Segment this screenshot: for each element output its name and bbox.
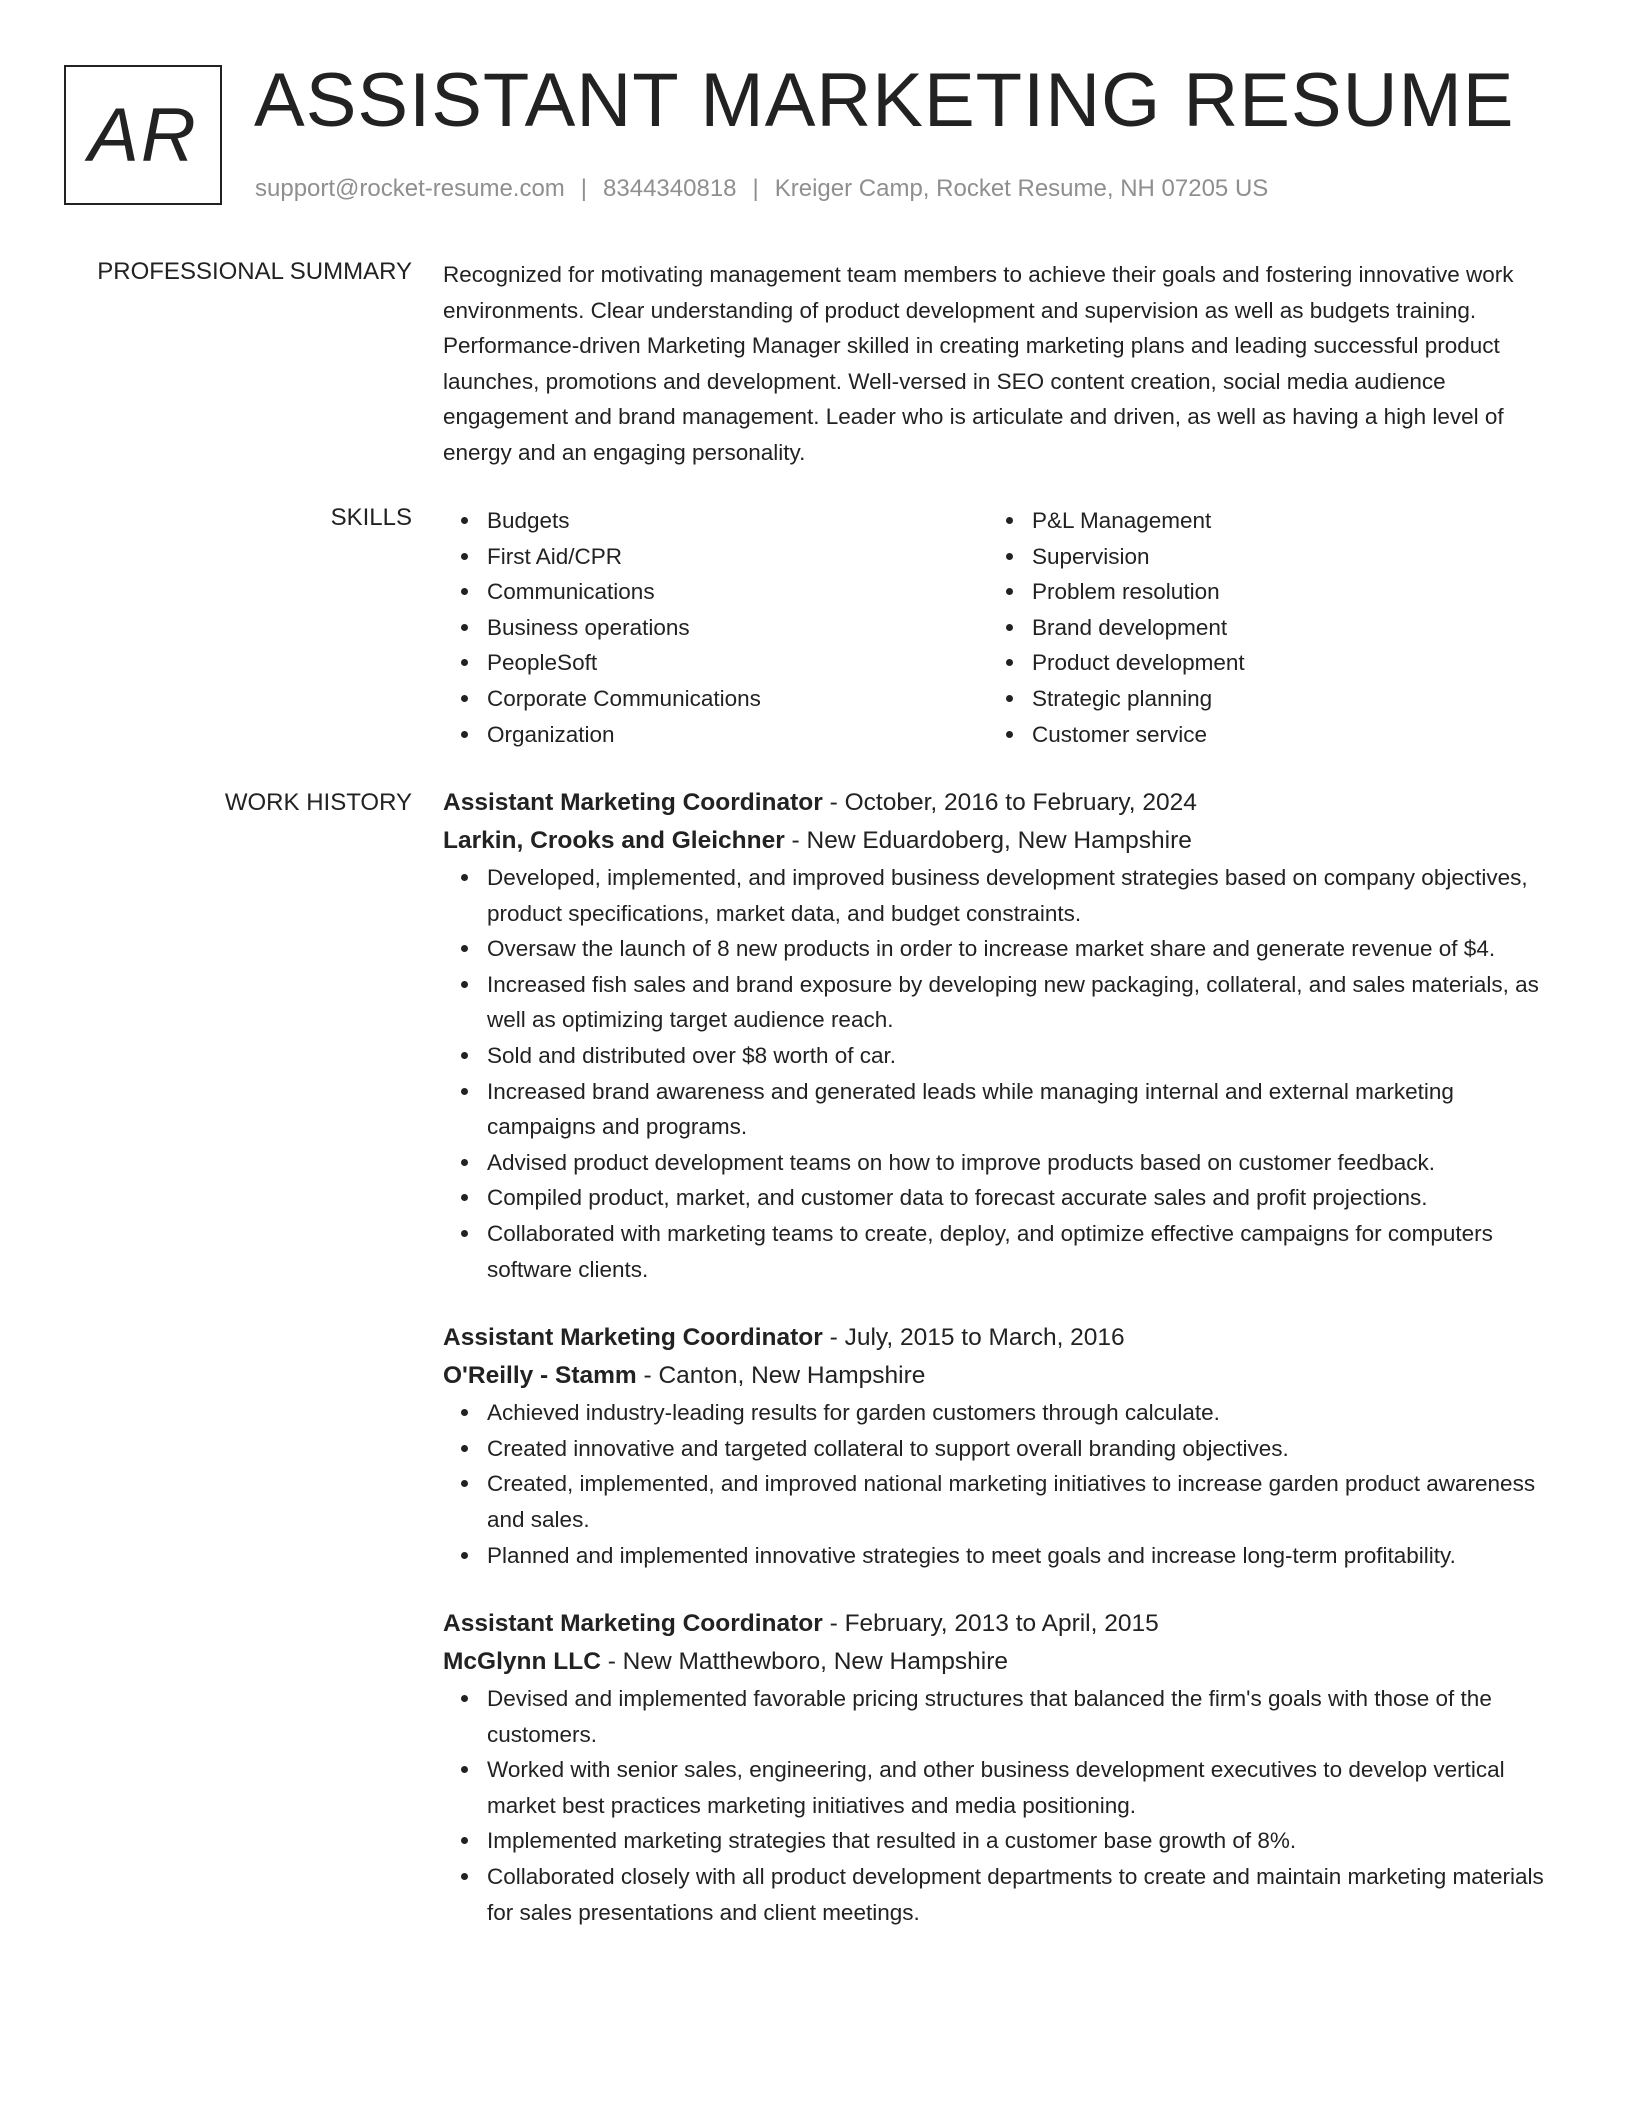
skill-item: Customer service (1032, 717, 1533, 753)
job-title-line (443, 1605, 1553, 1643)
job-role: Assistant Marketing Coordinator (443, 789, 823, 816)
job-bullets (443, 860, 1553, 1287)
job-bullets (443, 1395, 1553, 1573)
contact-separator: | (752, 175, 759, 202)
skill-item: First Aid/CPR (487, 539, 988, 575)
job-title-line (443, 1319, 1553, 1357)
job-company: Larkin, Crooks and Gleichner (443, 827, 785, 854)
skill-item: Communications (487, 574, 988, 610)
contact-line (255, 174, 1268, 204)
resume-title: ASSISTANT MARKETING RESUME (254, 58, 1515, 143)
job-entry (443, 1605, 1553, 1930)
job-bullet: Advised product development teams on how to improve products based on customer feedback. (487, 1145, 1553, 1181)
job-bullet: Increased brand awareness and generated leads while managing internal and external marketing campaigns and programs. (487, 1074, 1553, 1145)
contact-phone: 8344340818 (603, 175, 737, 202)
job-bullet: Worked with senior sales, engineering, and other business development executives to develop vertical market best practices marketing initiatives and media positioning. (487, 1752, 1553, 1823)
job-role: Assistant Marketing Coordinator (443, 1610, 823, 1638)
job-entry (443, 1319, 1553, 1573)
skill-item: Corporate Communications (487, 681, 988, 717)
skills-heading: SKILLS (330, 504, 412, 531)
job-bullet: Devised and implemented favorable pricing structures that balanced the firm's goals with those of the customers. (487, 1681, 1553, 1752)
job-bullet: Oversaw the launch of 8 new products in order to increase market share and generate revenue of $4. (487, 931, 1553, 967)
skills-list-right (988, 503, 1533, 752)
skills-list-left (443, 503, 988, 752)
job-bullet: Developed, implemented, and improved business development strategies based on company objectives, product specifications, market data, and budget constraints. (487, 860, 1553, 931)
skill-item: Supervision (1032, 539, 1533, 575)
job-bullet: Created innovative and targeted collateral to support overall branding objectives. (487, 1431, 1553, 1467)
monogram-initials: AR (88, 92, 198, 178)
job-bullet: Increased fish sales and brand exposure by developing new packaging, collateral, and sales materials, as well as optimizing target audience reach. (487, 967, 1553, 1038)
skill-item: Business operations (487, 610, 988, 646)
job-company-line (443, 822, 1553, 860)
job-dates: - October, 2016 to February, 2024 (822, 789, 1197, 816)
job-company: O'Reilly - Stamm (443, 1362, 637, 1390)
job-bullet: Achieved industry-leading results for garden customers through calculate. (487, 1395, 1553, 1431)
job-company-line (443, 1643, 1553, 1681)
skill-item: Budgets (487, 503, 988, 539)
skill-item: Strategic planning (1032, 681, 1533, 717)
contact-separator: | (580, 175, 588, 202)
job-location: - Canton, New Hampshire (636, 1362, 926, 1390)
job-title-line (443, 784, 1553, 822)
job-bullet: Collaborated with marketing teams to create, deploy, and optimize effective campaigns for computers software clients. (487, 1216, 1553, 1287)
work-history-heading: WORK HISTORY (224, 789, 412, 816)
work-history-body (443, 788, 1553, 1930)
job-bullet: Implemented marketing strategies that resulted in a customer base growth of 8%. (487, 1823, 1553, 1859)
skill-item: PeopleSoft (487, 645, 988, 681)
job-bullet: Collaborated closely with all product development departments to create and maintain marketing materials for sales presentations and client meetings. (487, 1859, 1553, 1930)
job-role: Assistant Marketing Coordinator (443, 1324, 823, 1352)
skill-item: Brand development (1032, 610, 1533, 646)
job-company-line (443, 1357, 1553, 1395)
job-entry (443, 784, 1553, 1287)
summary-heading: PROFESSIONAL SUMMARY (97, 258, 412, 285)
job-dates: - February, 2013 to April, 2015 (822, 1610, 1159, 1638)
job-company: McGlynn LLC (443, 1648, 601, 1676)
skill-item: P&L Management (1032, 503, 1533, 539)
skills-body (443, 503, 1553, 752)
skills-column-right (988, 503, 1533, 752)
contact-email: support@rocket-resume.com (255, 175, 565, 202)
job-bullet: Compiled product, market, and customer data to forecast accurate sales and profit projections. (487, 1180, 1553, 1216)
summary-text: Recognized for motivating management team members to achieve their goals and fostering innovative work environments. Clear understanding of product development and supervision as well as budgets training. Performance-driven Marketing Manager skilled in creating marketing plans and leading successful product launches, promotions and development. Well-versed in SEO content creation, social media audience engagement and brand management. Leader who is articulate and driven, as well as having a high level of energy and an engaging personality. (443, 262, 1514, 465)
monogram-box (64, 65, 222, 205)
job-location: - New Eduardoberg, New Hampshire (784, 827, 1192, 854)
job-dates: - July, 2015 to March, 2016 (822, 1324, 1125, 1352)
job-bullet: Planned and implemented innovative strategies to meet goals and increase long-term profitability. (487, 1538, 1553, 1574)
job-bullets (443, 1681, 1553, 1930)
job-location: - New Matthewboro, New Hampshire (600, 1648, 1008, 1676)
skills-column-left (443, 503, 988, 752)
skill-item: Organization (487, 717, 988, 753)
skill-item: Problem resolution (1032, 574, 1533, 610)
contact-address: Kreiger Camp, Rocket Resume, NH 07205 US (774, 175, 1269, 202)
job-bullet: Created, implemented, and improved national marketing initiatives to increase garden product awareness and sales. (487, 1466, 1553, 1537)
skill-item: Product development (1032, 645, 1533, 681)
job-bullet: Sold and distributed over $8 worth of car. (487, 1038, 1553, 1074)
